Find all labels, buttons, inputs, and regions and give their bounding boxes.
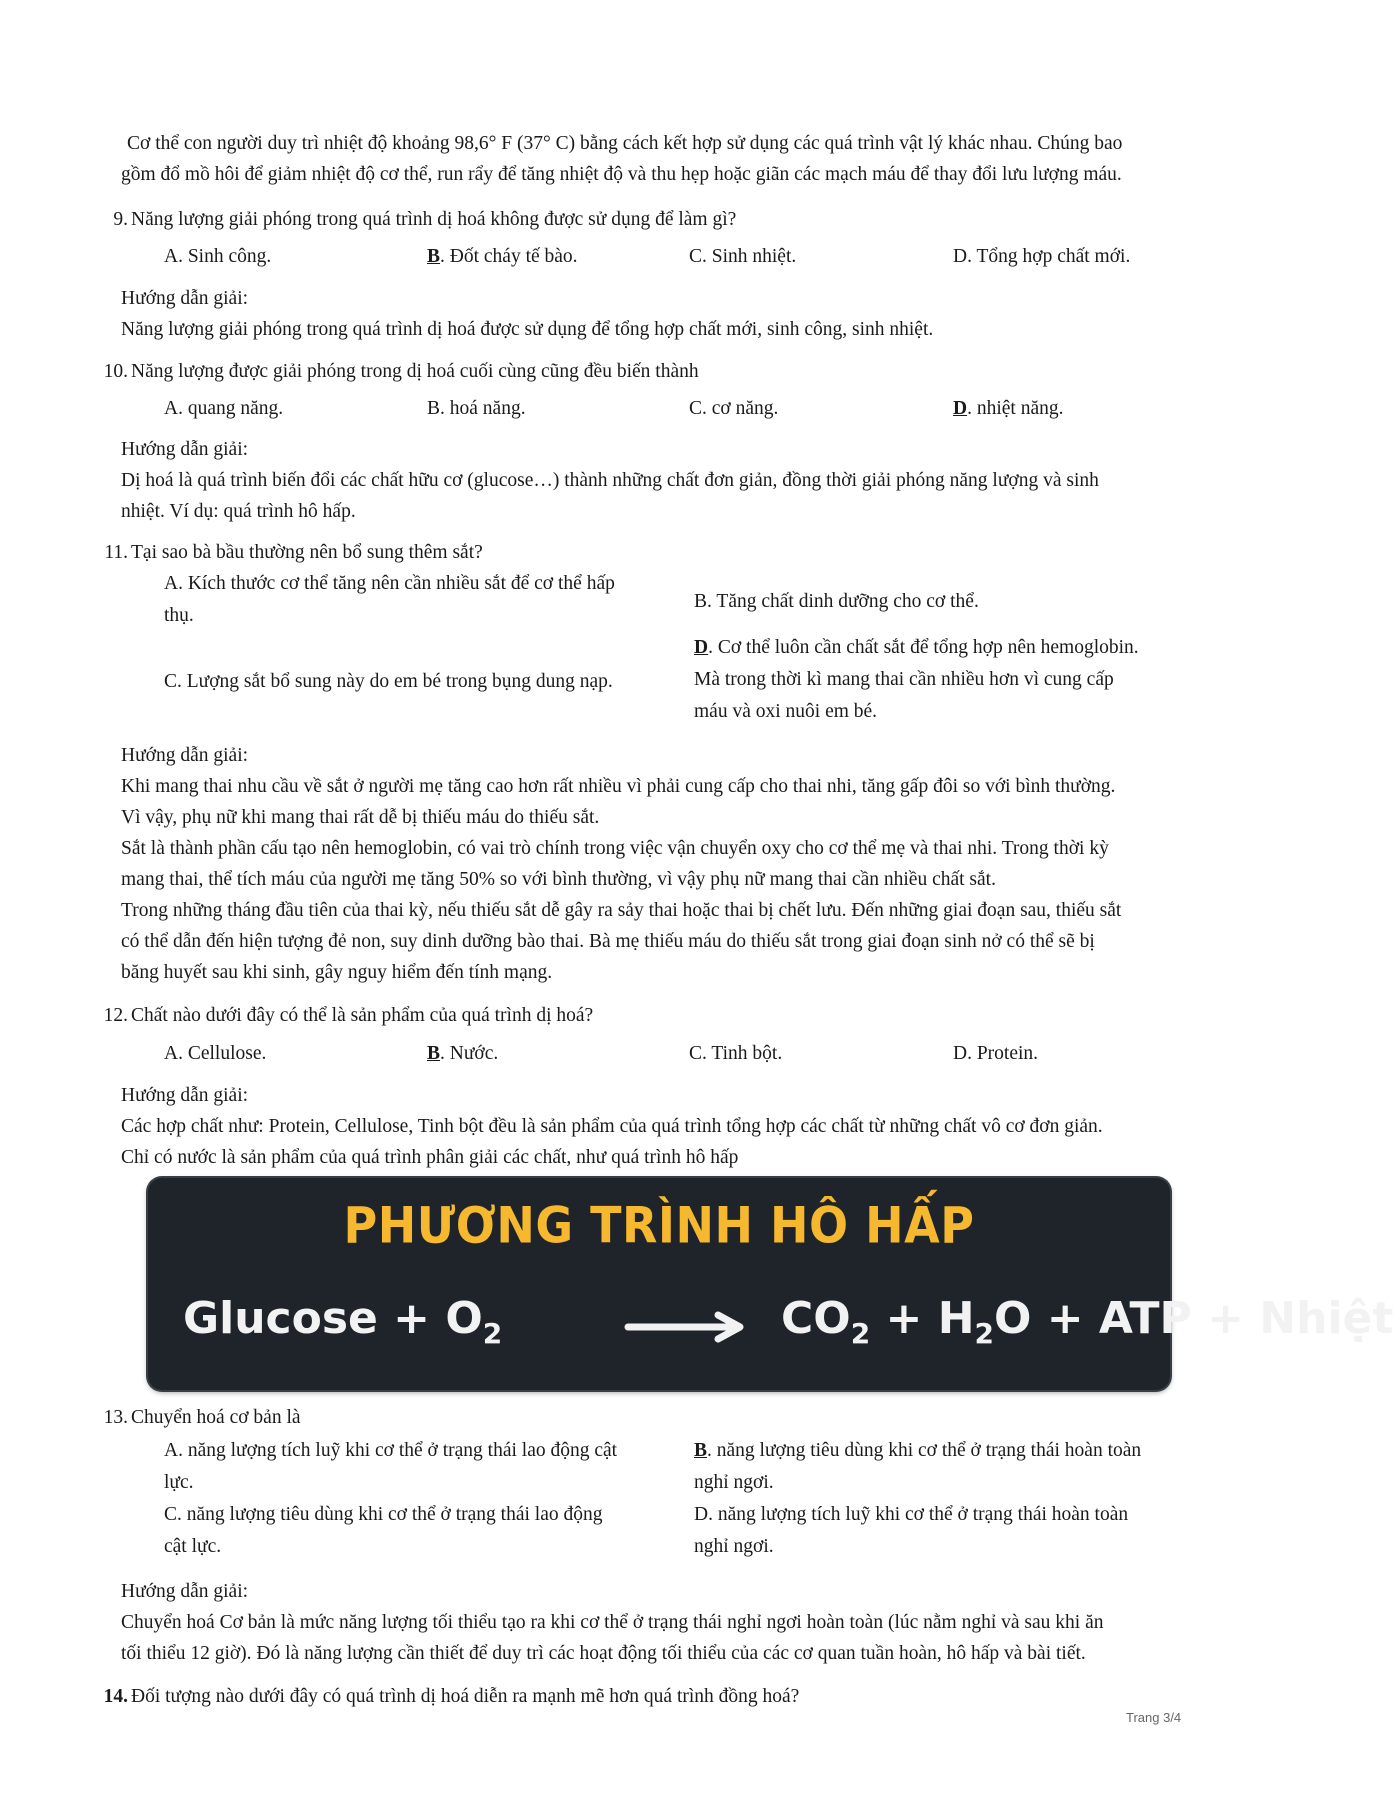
- question-text: Chất nào dưới đây có thể là sản phẩm của quá trình dị hoá?: [131, 1005, 594, 1026]
- q12-option-d: D. Protein.: [953, 1043, 1039, 1064]
- answer-letter: D: [694, 637, 709, 658]
- question-11: [100, 537, 483, 568]
- q13-option-b-line-1: B. năng lượng tiêu dùng khi cơ thể ở trạng thái hoàn toàn: [694, 1440, 1142, 1461]
- q12-guide-line-2: Chỉ có nước là sản phẩm của quá trình phân giải các chất, như quá trình hô hấp: [121, 1147, 739, 1168]
- q10-guide-line-1: Dị hoá là quá trình biến đổi các chất hữu cơ (glucose…) thành những chất đơn giản, đồng thời giải phóng năng lượng và sinh: [121, 470, 1099, 491]
- respiration-equation-banner: [148, 1178, 1393, 1390]
- intro-line-1: Cơ thể con người duy trì nhiệt độ khoảng 98,6° F (37° C) bằng cách kết hợp sử dụng các quá trình vật lý khác nhau. Chúng bao: [127, 133, 1123, 154]
- q9-option-b: B. Đốt cháy tế bào.: [427, 246, 578, 267]
- answer-letter: D: [953, 398, 968, 419]
- banner-title: PHƯƠNG TRÌNH HÔ HẤP: [343, 1195, 975, 1255]
- q11-guide-line-6: có thể dẫn đến hiện tượng đẻ non, suy dinh dưỡng bào thai. Bà mẹ thiếu máu do thiếu sắt trong giai đoạn sinh nở có thể sẽ bị: [121, 931, 1095, 952]
- question-14: [100, 1681, 799, 1712]
- question-text: Tại sao bà bầu thường nên bổ sung thêm sắt?: [131, 542, 483, 563]
- q13-option-a-line-1: A. năng lượng tích luỹ khi cơ thể ở trạng thái lao động cật: [164, 1440, 618, 1461]
- q13-guide-label: Hướng dẫn giải:: [121, 1581, 249, 1602]
- q13-guide-line-2: tối thiểu 12 giờ). Đó là năng lượng cần thiết để duy trì các hoạt động tối thiểu của các cơ quan tuần hoàn, hô hấp và bài tiết.: [121, 1643, 1086, 1664]
- q9-option-a: A. Sinh công.: [164, 246, 272, 267]
- q13-option-d-line-1: D. năng lượng tích luỹ khi cơ thể ở trạng thái hoàn toàn: [694, 1504, 1129, 1525]
- answer-letter: B: [427, 246, 441, 267]
- q11-option-c: C. Lượng sắt bổ sung này do em bé trong bụng dung nạp.: [164, 671, 613, 692]
- q10-guide-line-2: nhiệt. Ví dụ: quá trình hô hấp.: [121, 501, 356, 522]
- page-number: Trang 3/4: [1126, 1710, 1182, 1725]
- q13-option-a-line-2: lực.: [164, 1472, 194, 1493]
- q11-guide-line-2: Vì vậy, phụ nữ khi mang thai rất dễ bị thiếu máu do thiếu sắt.: [121, 807, 600, 828]
- question-number: 12.: [103, 1005, 128, 1026]
- q12-option-b: B. Nước.: [427, 1043, 499, 1064]
- question-10: [100, 356, 699, 387]
- question-number: 13.: [103, 1407, 128, 1428]
- q11-option-b: B. Tăng chất dinh dưỡng cho cơ thể.: [694, 591, 979, 612]
- q10-option-a: A. quang năng.: [164, 398, 284, 419]
- question-number: 10.: [103, 361, 128, 382]
- question-number: 14.: [103, 1686, 128, 1707]
- question-text: Năng lượng được giải phóng trong dị hoá cuối cùng cũng đều biến thành: [131, 361, 699, 382]
- q9-guide-label: Hướng dẫn giải:: [121, 288, 249, 309]
- q11-option-d-line-2: Mà trong thời kì mang thai cần nhiều hơn vì cung cấp: [694, 669, 1114, 690]
- q10-guide-label: Hướng dẫn giải:: [121, 439, 249, 460]
- q11-option-a-line-1: A. Kích thước cơ thể tăng nên cần nhiều sắt để cơ thể hấp: [164, 573, 615, 594]
- q11-option-d-line-3: máu và oxi nuôi em bé.: [694, 701, 878, 722]
- q11-option-d-line-1: D. Cơ thể luôn cần chất sắt để tổng hợp nên hemoglobin.: [694, 637, 1139, 658]
- question-9: [100, 204, 736, 235]
- intro-line-2: gồm đổ mồ hôi để giảm nhiệt độ cơ thể, run rẩy để tăng nhiệt độ và thu hẹp hoặc giãn các mạch máu để thay đổi lưu lượng máu.: [121, 164, 1122, 185]
- q10-option-d: D. nhiệt năng.: [953, 398, 1064, 419]
- question-text: Năng lượng giải phóng trong quá trình dị hoá không được sử dụng để làm gì?: [131, 209, 737, 230]
- q11-guide-label: Hướng dẫn giải:: [121, 745, 249, 766]
- question-12: [100, 1000, 593, 1031]
- q13-option-c-line-1: C. năng lượng tiêu dùng khi cơ thể ở trạng thái lao động: [164, 1504, 603, 1525]
- q13-option-d-line-2: nghỉ ngơi.: [694, 1536, 774, 1557]
- q12-guide-line-1: Các hợp chất như: Protein, Cellulose, Tinh bột đều là sản phẩm của quá trình tổng hợp các chất từ những chất vô cơ đơn giản.: [121, 1116, 1103, 1137]
- answer-letter: B: [427, 1043, 441, 1064]
- equation-products: $CO_2 + H_2O$ + ATP + Nhiệt: [781, 1293, 1393, 1350]
- q13-option-c-line-2: cật lực.: [164, 1536, 222, 1557]
- q13-guide-line-1: Chuyển hoá Cơ bản là mức năng lượng tối thiểu tạo ra khi cơ thể ở trạng thái nghỉ ngơi hoàn toàn (lúc nằm nghỉ và sau khi ăn: [121, 1612, 1104, 1633]
- q9-option-d: D. Tổng hợp chất mới.: [953, 246, 1131, 267]
- q9-option-c: C. Sinh nhiệt.: [689, 246, 797, 267]
- question-number: 11.: [104, 542, 128, 563]
- equation-reactants: $Glucose + O_2$: [183, 1293, 503, 1350]
- q11-guide-line-5: Trong những tháng đầu tiên của thai kỳ, nếu thiếu sắt dễ gây ra sảy thai hoặc thai bị chết lưu. Đến những giai đoạn sau, thiếu sắt: [121, 900, 1122, 921]
- q11-guide-line-3: Sắt là thành phần cấu tạo nên hemoglobin, có vai trò chính trong việc vận chuyển oxy cho cơ thể mẹ và thai nhi. Trong thời kỳ: [121, 838, 1109, 859]
- q10-option-c: C. cơ năng.: [689, 398, 779, 419]
- question-text: Chuyển hoá cơ bản là: [131, 1407, 301, 1428]
- q12-guide-label: Hướng dẫn giải:: [121, 1085, 249, 1106]
- q13-option-b-line-2: nghỉ ngơi.: [694, 1472, 774, 1493]
- q12-option-a: A. Cellulose.: [164, 1043, 267, 1064]
- q11-guide-line-4: mang thai, thể tích máu của người mẹ tăng 50% so với bình thường, vì vậy phụ nữ mang thai cần nhiều chất sắt.: [121, 869, 996, 890]
- question-text: Đối tượng nào dưới đây có quá trình dị hoá diễn ra mạnh mẽ hơn quá trình đồng hoá?: [131, 1686, 800, 1707]
- question-13: [100, 1402, 301, 1433]
- q11-option-a-line-2: thụ.: [164, 605, 194, 626]
- q11-guide-line-7: băng huyết sau khi sinh, gây nguy hiểm đến tính mạng.: [121, 962, 553, 983]
- arrow-right-icon: [626, 1312, 746, 1342]
- answer-letter: B: [694, 1440, 708, 1461]
- q11-guide-line-1: Khi mang thai nhu cầu về sắt ở người mẹ tăng cao hơn rất nhiều vì phải cung cấp cho thai nhi, tăng gấp đôi so với bình thường.: [121, 776, 1116, 797]
- question-number: 9.: [113, 209, 128, 230]
- q10-option-b: B. hoá năng.: [427, 398, 526, 419]
- q12-option-c: C. Tinh bột.: [689, 1043, 783, 1064]
- q9-guide-text: Năng lượng giải phóng trong quá trình dị hoá được sử dụng để tổng hợp chất mới, sinh công, sinh nhiệt.: [121, 319, 934, 340]
